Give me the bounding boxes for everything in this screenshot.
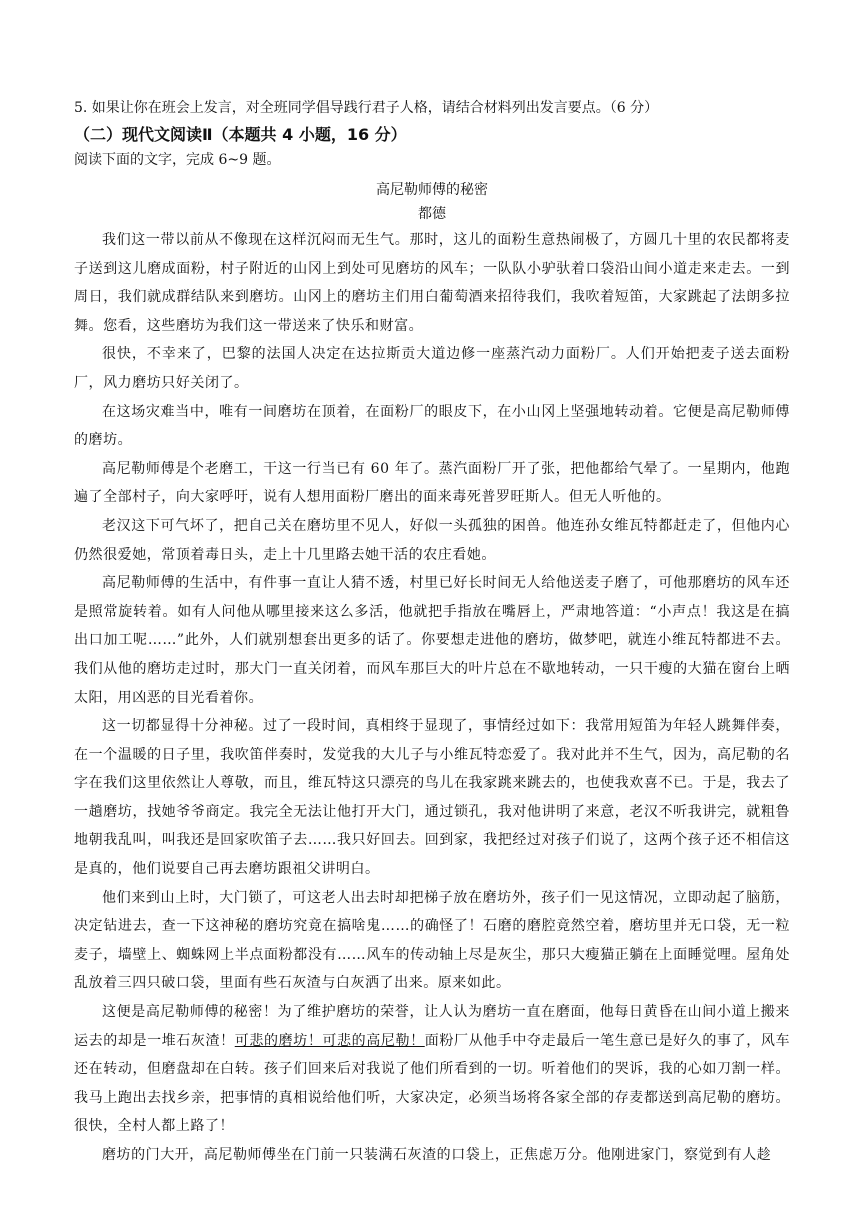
reading-instruction: 阅读下面的文字，完成 6~9 题。 — [74, 152, 281, 168]
paragraph-secret — [74, 998, 790, 1141]
article-title: 高尼勒师傅的秘密 — [376, 182, 488, 198]
paragraph: 我们这一带以前从不像现在这样沉闷而无生气。那时，这儿的面粉生意热闹极了，方圆几十里的农民都将麦子送到这儿磨成面粉，村子附近的山冈上到处可见磨坊的风车；一队队小驴驮着口袋沿山间小道走来走去。一到周日，我们就成群结队来到磨坊。山冈上的磨坊主们用白葡萄酒来招待我们，我吹着短笛，大家跳起了法朗多拉舞。您看，这些磨坊为我们这一带送来了快乐和财富。 — [74, 232, 790, 334]
paragraph: 老汉这下可气坏了，把自己关在磨坊里不见人，好似一头孤独的困兽。他连孙女维瓦特都赶走了，但他内心仍然很爱她，常顶着毒日头，走上十几里路去她干活的农庄看她。 — [74, 517, 790, 563]
article-author: 都德 — [418, 206, 446, 222]
section-heading: （二）现代文阅读Ⅱ（本题共 4 小题，16 分） — [74, 125, 407, 144]
paragraph-text: 面粉厂从他手中夺走最后一笔生意已是好久的事了，风车还在转动，但磨盘却在白转。孩子们回来后对我说了他们所看到的一切。听着他们的哭诉，我的心如刀割一样。我马上跑出去找乡亲，把事情的真相说给他们听，大家决定，必须当场将各家全部的存麦都送到高尼勒的磨坊。很快，全村人都上路了！ — [74, 1032, 790, 1135]
paragraph: 在这场灾难当中，唯有一间磨坊在顶着，在面粉厂的眼皮下，在小山冈上坚强地转动着。它便是高尼勒师傅的磨坊。 — [74, 403, 790, 449]
paragraph: 他们来到山上时，大门锁了，可这老人出去时却把梯子放在磨坊外，孩子们一见这情况，立即动起了脑筋，决定钻进去，查一下这神秘的磨坊究竟在搞啥鬼……的确怪了！石磨的磨腔竟然空着，磨坊里并无口袋，无一粒麦子，墙壁上、蜘蛛网上半点面粉都没有……风车的传动轴上尽是灰尘，那只大瘦猫正躺在上面睡觉哩。屋角处乱放着三四只破口袋，里面有些石灰渣与白灰洒了出来。原来如此。 — [74, 889, 790, 992]
paragraph: 高尼勒师傅的生活中，有件事一直让人猜不透，村里已好长时间无人给他送麦子磨了，可他那磨坊的风车还是照常旋转着。如有人问他从哪里接来这么多活，他就把手指放在嘴唇上，严肃地答道：“小声点！我这是在搞出口加工呢……”此外，人们就别想套出更多的话了。你要想走进他的磨坊，做梦吧，就连小维瓦特都进不去。我们从他的磨坊走过时，那大门一直关闭着，而风车那巨大的叶片总在不歇地转动，一只干瘦的大猫在窗台上晒太阳，用凶恶的目光看着你。 — [74, 575, 790, 706]
paragraph: 这一切都显得十分神秘。过了一段时间，真相终于显现了，事情经过如下：我常用短笛为年轻人跳舞伴奏，在一个温暖的日子里，我吹笛伴奏时，发觉我的大儿子与小维瓦特恋爱了。我对此并不生气，因为，高尼勒的名字在我们这里依然让人尊敬，而且，维瓦特这只漂亮的鸟儿在我家跳来跳去的，也使我欢喜不已。于是，我去了一趟磨坊，找她爷爷商定。我完全无法让他打开大门，通过锁孔，我对他讲明了来意，老汉不听我讲完，就粗鲁地朝我乱叫，叫我还是回家吹笛子去……我只好回去。回到家，我把经过对孩子们说了，这两个孩子还不相信这是真的，他们说要自己再去磨坊跟祖父讲明白。 — [74, 718, 790, 878]
paragraph: 高尼勒师傅是个老磨工，干这一行当已有 60 年了。蒸汽面粉厂开了张，把他都给气晕了。一星期内，他跑遍了全部村子，向大家呼吁，说有人想用面粉厂磨出的面来毒死普罗旺斯人。但无人听他的。 — [74, 460, 790, 506]
underlined-sentence: 可悲的磨坊！可悲的高尼勒！ — [234, 1032, 425, 1049]
document-page — [74, 96, 790, 1170]
paragraph: 很快，不幸来了，巴黎的法国人决定在达拉斯贡大道边修一座蒸汽动力面粉厂。人们开始把麦子送去面粉厂，风力磨坊只好关闭了。 — [74, 346, 790, 391]
paragraph-text: 这便是高尼勒师傅的秘密！为了维护磨坊的荣誉，让人认为磨坊一直在磨面，他每日黄昏在山间小道上搬来运去的却是一堆石灰渣！ — [74, 1004, 790, 1049]
paragraph-last: 磨坊的门大开，高尼勒师傅坐在门前一只装满石灰渣的口袋上，正焦虑万分。他刚进家门，察觉到有人趁 — [102, 1147, 772, 1163]
question-5: 5. 如果让你在班会上发言，对全班同学倡导践行君子人格，请结合材料列出发言要点。（6 分） — [74, 100, 659, 116]
